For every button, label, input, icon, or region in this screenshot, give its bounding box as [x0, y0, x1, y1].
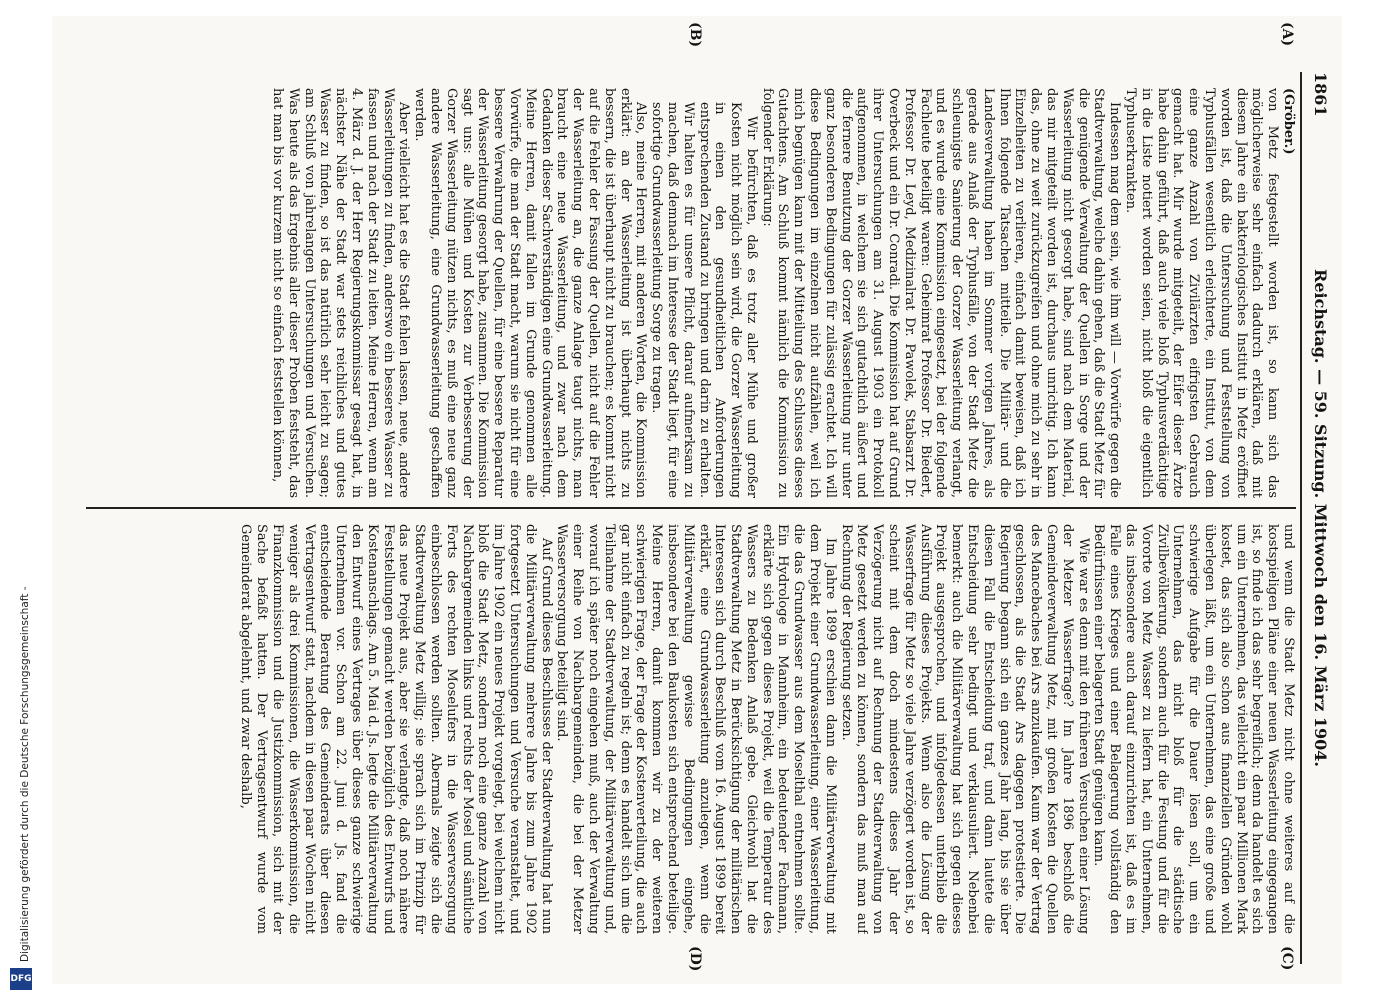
paragraph: Indessen mag dem sein, wie ihm will — Vorwürfe gegen die Stadtverwaltung, welche dahin gehen, daß die Stadt Metz für die genügende Verwaltung der Quellen in Sorge und der Wasserleitung nicht gesorgt habe, sind nach dem Material, das mir mitgeteilt worden ist, durchaus unrichtig. Ich kann das, ohne zu weit zurückzugreifen und ohne mich zu sehr in Einzelheiten zu verlieren, einfach damit beweisen, daß ich Ihnen folgende Tatsachen mitteile. Die Militär- und die Landesverwaltung haben im Sommer vorigen Jahres, als gerade aus Anlaß der Typhusfälle, von der Stadt Metz die schleunigste Sanierung der Gorzer Wasserleitung verlangt, und es wurde eine Kommission eingesetzt, bei der folgende Fachleute beteiligt waren: Geheimrat Professor Dr. Biedert, Professor Dr. Leyd, Medizinalrat Dr. Pawolek, Stabsarzt Dr. Overbeck und ein Dr. Conradi. Die Kommission hat auf Grund ihrer Untersuchungen am 31. August 1903 ein Protokoll aufgenommen, in welchem sie sich gutachtlich äußert und die fernere Benutzung der Gorzer Wasserleitung nur unter ganz besonderen Bedingungen für zulässig erachtet. Ich will diese Bedingungen im einzelnen nicht aufzählen, weil ich mich begnügen kann mit der Mitteilung des Schlusses dieses Gutachtens. Am Schluß kommt nämlich die Kommission zu folgender Erklärung:	[759, 88, 1123, 498]
paragraph: Aber vielleicht hat es die Stadt fehlen lassen, neue, andere Wasserleitungen zu finden, anderswo ein besseres Wasser zu fassen und nach der Stadt zu leiten. Meine Herren, wenn am 4. März d. J. der Herr Regierungskommissar gesagt hat, in nächster Nähe der Stadt war stets reichliches und gutes Wasser zu finden, so ist das natürlich sehr leicht zu sagen; am Schluß von jahrelangen Untersuchungen und Versuchen. Was heute als das Ergebnis aller dieser Proben feststeht, das hat man bis vor kurzem nicht so einfach feststellen können,	[270, 88, 412, 498]
margin-mark-b: (B)	[687, 22, 703, 48]
margin-mark-c: (C)	[1279, 946, 1295, 971]
quoted-paragraph: Wir befürchten, daß es trotz aller Mühe und großer Kosten nicht möglich sein wird, die Gorzer Wasserleitung in einen den gesundheitlichen Anforderungen entsprechenden Zustand zu bringen und darin zu erhalten. Wir halten es für unsere Pflicht, darauf aufmerksam zu machen, daß demnach im Interesse der Stadt liegt, für eine sofortige Grundwasserleitung Sorge zu tragen.	[649, 102, 759, 498]
rotated-page-content	[52, 16, 1342, 984]
funding-note	[0, 22, 50, 987]
page-number: 1861	[1311, 72, 1330, 117]
scanned-page	[52, 16, 1342, 984]
column-divider	[86, 507, 1296, 509]
margin-mark-d: (D)	[687, 946, 703, 972]
funding-note-text: Digitalisierung gefördert durch die Deutsche Forschungsgemeinschaft -	[19, 586, 31, 962]
paragraph: Also, meine Herren, mit anderen Worten, die Kommission erklärt: an der Wasserleitung ist überhaupt nichts zu bessern, die ist überhaupt nicht zu brauchen; es kommt nicht auf die Fehler der Fassung der Quellen, nicht auf die Fehler der Wasserleitung an, die ganze Anlage taugt nichts, man braucht eine neue Wasserleitung, und zwar nach dem Gedanken dieser Sachverständigen eine Grundwasserleitung. Meine Herren, damit fallen im Grunde genommen alle Vorwürfe, die man der Stadt macht, warum sie nicht für eine bessere Verwahrung der Quellen, für eine bessere Reparatur der Wasserleitung gesorgt habe, zusammen. Die Kommission sagt uns: alle Mühen und Kosten zur Verbesserung der Gorzer Wasserleitung nützen nichts, es muß eine neue ganz andere Wasserleitung, eine Grundwasserleitung geschaffen werden.	[412, 88, 649, 498]
dfg-logo: DFG	[10, 968, 32, 990]
left-text-column	[91, 88, 1296, 498]
header-rule	[1300, 72, 1302, 964]
paragraph: und wenn die Stadt Metz nicht ohne weiteres auf die kostspieligen Pläne einer neuen Wasserleitung eingegangen ist, so finde ich das sehr begreiflich; denn da handelt es sich um ein Unternehmen, das vielleicht ein paar Millionen Mark kostet, das sich also schon aus finanziellen Gründen wohl überlegen läßt, um ein Unternehmen, das eine große und schwierige Aufgabe für die Dauer lösen soll, um ein Unternehmen, das nicht bloß für die städtische Zivilbevölkerung, sondern auch für die Festung und für die Vororte von Metz Wasser zu liefern hat, ein Unternehmen, das insbesondere auch darauf einzurichten ist, daß es im Falle eines Krieges und einer Belagerung vollständig den Bedürfnissen einer belagerten Stadt genügen kann.	[1091, 524, 1296, 934]
margin-mark-a: (A)	[1279, 22, 1295, 47]
paragraph: Im Jahre 1899 erschien dann die Militärverwaltung mit dem Projekt einer Grundwasserleitung, einer Wasserleitung, die das Grundwasser aus dem Moselthal entnehmen sollte. Ein Hydrologe in Mannheim, ein bedeutender Fachmann, erklärte sich gegen dieses Projekt, weil die Temperatur des Wassers zu Bedenken Anlaß gebe. Gleichwohl hat die Stadtverwaltung Metz in Berücksichtigung der militärischen Interessen sich durch Beschluß vom 16. August 1899 bereit erklärt, eine Grundwasserleitung anzulegen, wenn die Militärverwaltung gewisse Bedingungen eingehe, insbesondere bei den Baukosten sich entsprechend beteilige. Meine Herren, damit kommen wir zu der weiteren schwierigen Frage, der Frage der Kostenverteilung, die auch gar nicht einfach zu regeln ist; denn es handelt sich um die Teilnahme der Stadtverwaltung, der Militärverwaltung und, worauf ich später noch eingehen muß, auch der Verwaltung einer Reihe von Nachbargemeinden, die bei der Metzer Wasserversorgung beteiligt sind.	[554, 524, 838, 934]
speaker-name: (Gröber.)	[1281, 88, 1296, 155]
paragraph: Auf Grund dieses Beschlusses der Stadtverwaltung hat nun die Militärverwaltung mehrere Jahre bis zum Jahre 1902 fortgesetzt Untersuchungen und Versuche veranstaltet, und im Jahre 1902 ein neues Projekt vorgelegt, bei welchem nicht bloß die Stadt Metz, sondern noch eine ganze Anzahl von Nachbargemeinden links und rechts der Mosel und sämtliche Forts des rechten Moselufers in die Wasserversorgung einbeschlossen werden sollten. Abermals zeigte sich die Stadtverwaltung Metz willig; sie sprach sich im Prinzip für das neue Projekt aus, aber sie verlangte, daß noch nähere Feststellungen gemacht werden bezüglich des Entwurfs und Kostenanschlags. Am 5. Mai d. Js. legte die Militärverwaltung den Entwurf eines Vertrages über dieses ganze schwierige Unternehmen vor. Schon am 22. Juni d. Js. fand die entscheidende Beratung des Gemeinderats über diesen Vertragsentwurf statt, nachdem in diesen paar Wochen nicht weniger als drei Kommissionen, die Wasserkommission, die Finanzkommission und die Justizkommission, sich mit der Sache befaßt hatten. Der Vertragsentwurf wurde vom Gemeinderat abgelehnt, und zwar deshalb,	[238, 524, 554, 934]
running-title: Reichstag. — 59. Sitzung. Mittwoch den 16. März 1904.	[1311, 269, 1330, 767]
page-header	[1306, 72, 1328, 964]
paragraph: Wie war es denn mit den früheren Versuchen einer Lösung der Metzer Wasserfrage? Im Jahre 1896 beschloß die Gemeindeverwaltung Metz, mit großen Kosten die Quellen des Mancebaches bei Ars anzukaufen. Kaum war der Vertrag geschlossen, als die Stadt Ars dagegen protestierte. Die Regierung begann sich ein ganzes Jahr lang, bis sie über diesen Fall die Entscheidung traf, und dann lautete die Entscheidung sehr bedingt und verklausuliert. Nebenbei bemerkt: auch die Militärverwaltung hat sich gegen dieses Projekt ausgesprochen, und infolgedessen unterblieb die Ausführung dieses Projekts. Wenn also die Lösung der Wasserfrage für Metz so viele Jahre verzögert worden ist, so scheint mit dem doch mindestens dieses Jahr der Verzögerung nicht auf Rechnung der Stadtverwaltung von Metz gesetzt werden zu können, sondern das muß man auf Rechnung der Regierung setzen.	[838, 524, 1091, 934]
right-text-column	[91, 524, 1296, 934]
paragraph: von Metz festgestellt worden ist, so kann sich das möglicherweise sehr einfach dadurch erklären, daß mit diesem Jahre ein bakteriologisches Institut in Metz eröffnet worden ist, daß die Untersuchung und Feststellung von Typhusfällen wesentlich erleichterte, ein Institut, von dem eine ganze Anzahl von Zivilärzten eifrigsten Gebrauch gemacht hat. Mir wurde mitgeteilt, der Eifer dieser Ärzte habe dahin geführt, daß auch viele bloß Typhusverdächtige in die Liste notiert worden seien, nicht bloß die eigentlich Typhuserkrankten.	[1123, 88, 1281, 498]
